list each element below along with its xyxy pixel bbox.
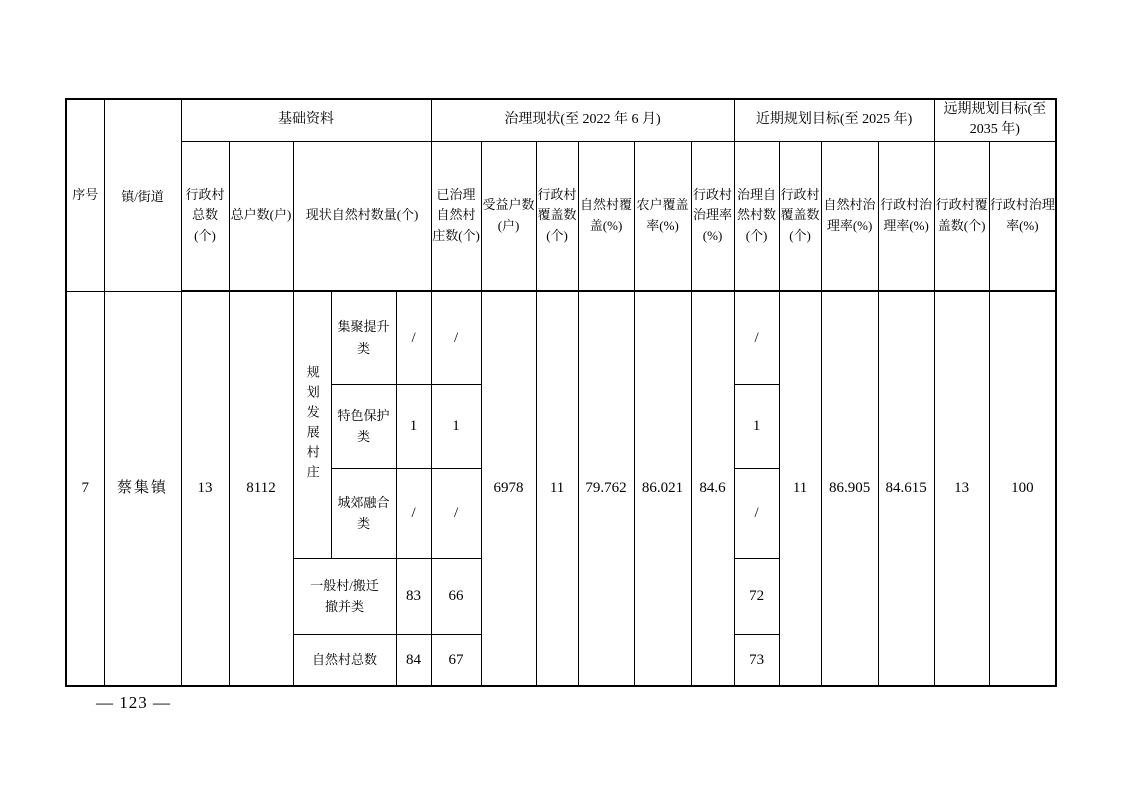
- cell-category-name: 特色保护类: [331, 384, 396, 468]
- header-benefit-households: 受益户数(户): [481, 141, 536, 291]
- header-near-admin-village-covered: 行政村覆盖数(个): [779, 141, 821, 291]
- planned-development-group-label: 规划发展村庄: [304, 364, 320, 485]
- cell-far-admin-covered: 13: [934, 291, 989, 686]
- cell-category-name: 一般村/搬迁撤并类: [293, 558, 396, 634]
- cell-category-count: 83: [396, 558, 431, 634]
- village-governance-statistics-table: [65, 98, 1057, 687]
- cell-far-admin-rate: 100: [989, 291, 1056, 686]
- cell-total-households: 8112: [229, 291, 293, 686]
- cell-category-count: 1: [396, 384, 431, 468]
- group-header-near-term-goals: 近期规划目标(至 2025 年): [734, 99, 934, 141]
- cell-category-count: 84: [396, 634, 431, 686]
- cell-category-name: 自然村总数: [293, 634, 396, 686]
- cell-near-treated: /: [734, 291, 779, 384]
- header-admin-village-covered: 行政村覆盖数(个): [536, 141, 578, 291]
- group-header-long-term-goals: 远期规划目标(至 2035 年): [934, 99, 1056, 141]
- cell-category-treated: 1: [431, 384, 481, 468]
- page-number: — 123 —: [96, 693, 171, 712]
- cell-natural-village-coverage: 79.762: [578, 291, 634, 686]
- header-far-admin-village-treatment-rate: 行政村治理率(%): [989, 141, 1056, 291]
- cell-benefit-households: 6978: [481, 291, 536, 686]
- header-admin-village-treatment-rate: 行政村治理率(%): [691, 141, 734, 291]
- cell-near-treated: 1: [734, 384, 779, 468]
- header-total-households: 总户数(户): [229, 141, 293, 291]
- header-treated-natural-villages: 已治理自然村庄数(个): [431, 141, 481, 291]
- cell-town: 蔡集镇: [104, 291, 181, 686]
- group-header-basic-info: 基础资料: [181, 99, 431, 141]
- cell-near-treated: /: [734, 468, 779, 558]
- column-header-row: [66, 141, 1056, 291]
- cell-category-count: /: [396, 468, 431, 558]
- header-serial: 序号: [66, 99, 104, 291]
- header-natural-village-coverage: 自然村覆盖(%): [578, 141, 634, 291]
- cell-serial: 7: [66, 291, 104, 686]
- cell-near-natural-rate: 86.905: [821, 291, 878, 686]
- cell-category-treated: 66: [431, 558, 481, 634]
- cell-admin-village-total: 13: [181, 291, 229, 686]
- cell-admin-village-treatment-rate: 84.6: [691, 291, 734, 686]
- header-near-natural-village-treatment-rate: 自然村治理率(%): [821, 141, 878, 291]
- group-header-current-status: 治理现状(至 2022 年 6 月): [431, 99, 734, 141]
- header-far-admin-village-covered: 行政村覆盖数(个): [934, 141, 989, 291]
- cell-admin-village-covered: 11: [536, 291, 578, 686]
- header-natural-village-count: 现状自然村数量(个): [293, 141, 431, 291]
- cell-category-name: 城郊融合类: [331, 468, 396, 558]
- header-near-admin-village-treatment-rate: 行政村治理率(%): [878, 141, 934, 291]
- cell-planned-development-group: [293, 291, 331, 558]
- group-header-row: [66, 99, 1056, 141]
- cell-category-treated: 67: [431, 634, 481, 686]
- header-near-treated-natural-villages: 治理自然村数(个): [734, 141, 779, 291]
- cell-household-coverage-rate: 86.021: [634, 291, 691, 686]
- cell-near-treated: 72: [734, 558, 779, 634]
- table-row-cluster-enhance: [66, 291, 1056, 384]
- header-admin-village-total: 行政村总数(个): [181, 141, 229, 291]
- cell-category-count: /: [396, 291, 431, 384]
- cell-near-admin-rate: 84.615: [878, 291, 934, 686]
- cell-near-treated: 73: [734, 634, 779, 686]
- cell-near-admin-covered: 11: [779, 291, 821, 686]
- cell-category-treated: /: [431, 291, 481, 384]
- cell-category-treated: /: [431, 468, 481, 558]
- cell-category-name: 集聚提升类: [331, 291, 396, 384]
- header-household-coverage-rate: 农户覆盖率(%): [634, 141, 691, 291]
- header-town: 镇/街道: [104, 99, 181, 291]
